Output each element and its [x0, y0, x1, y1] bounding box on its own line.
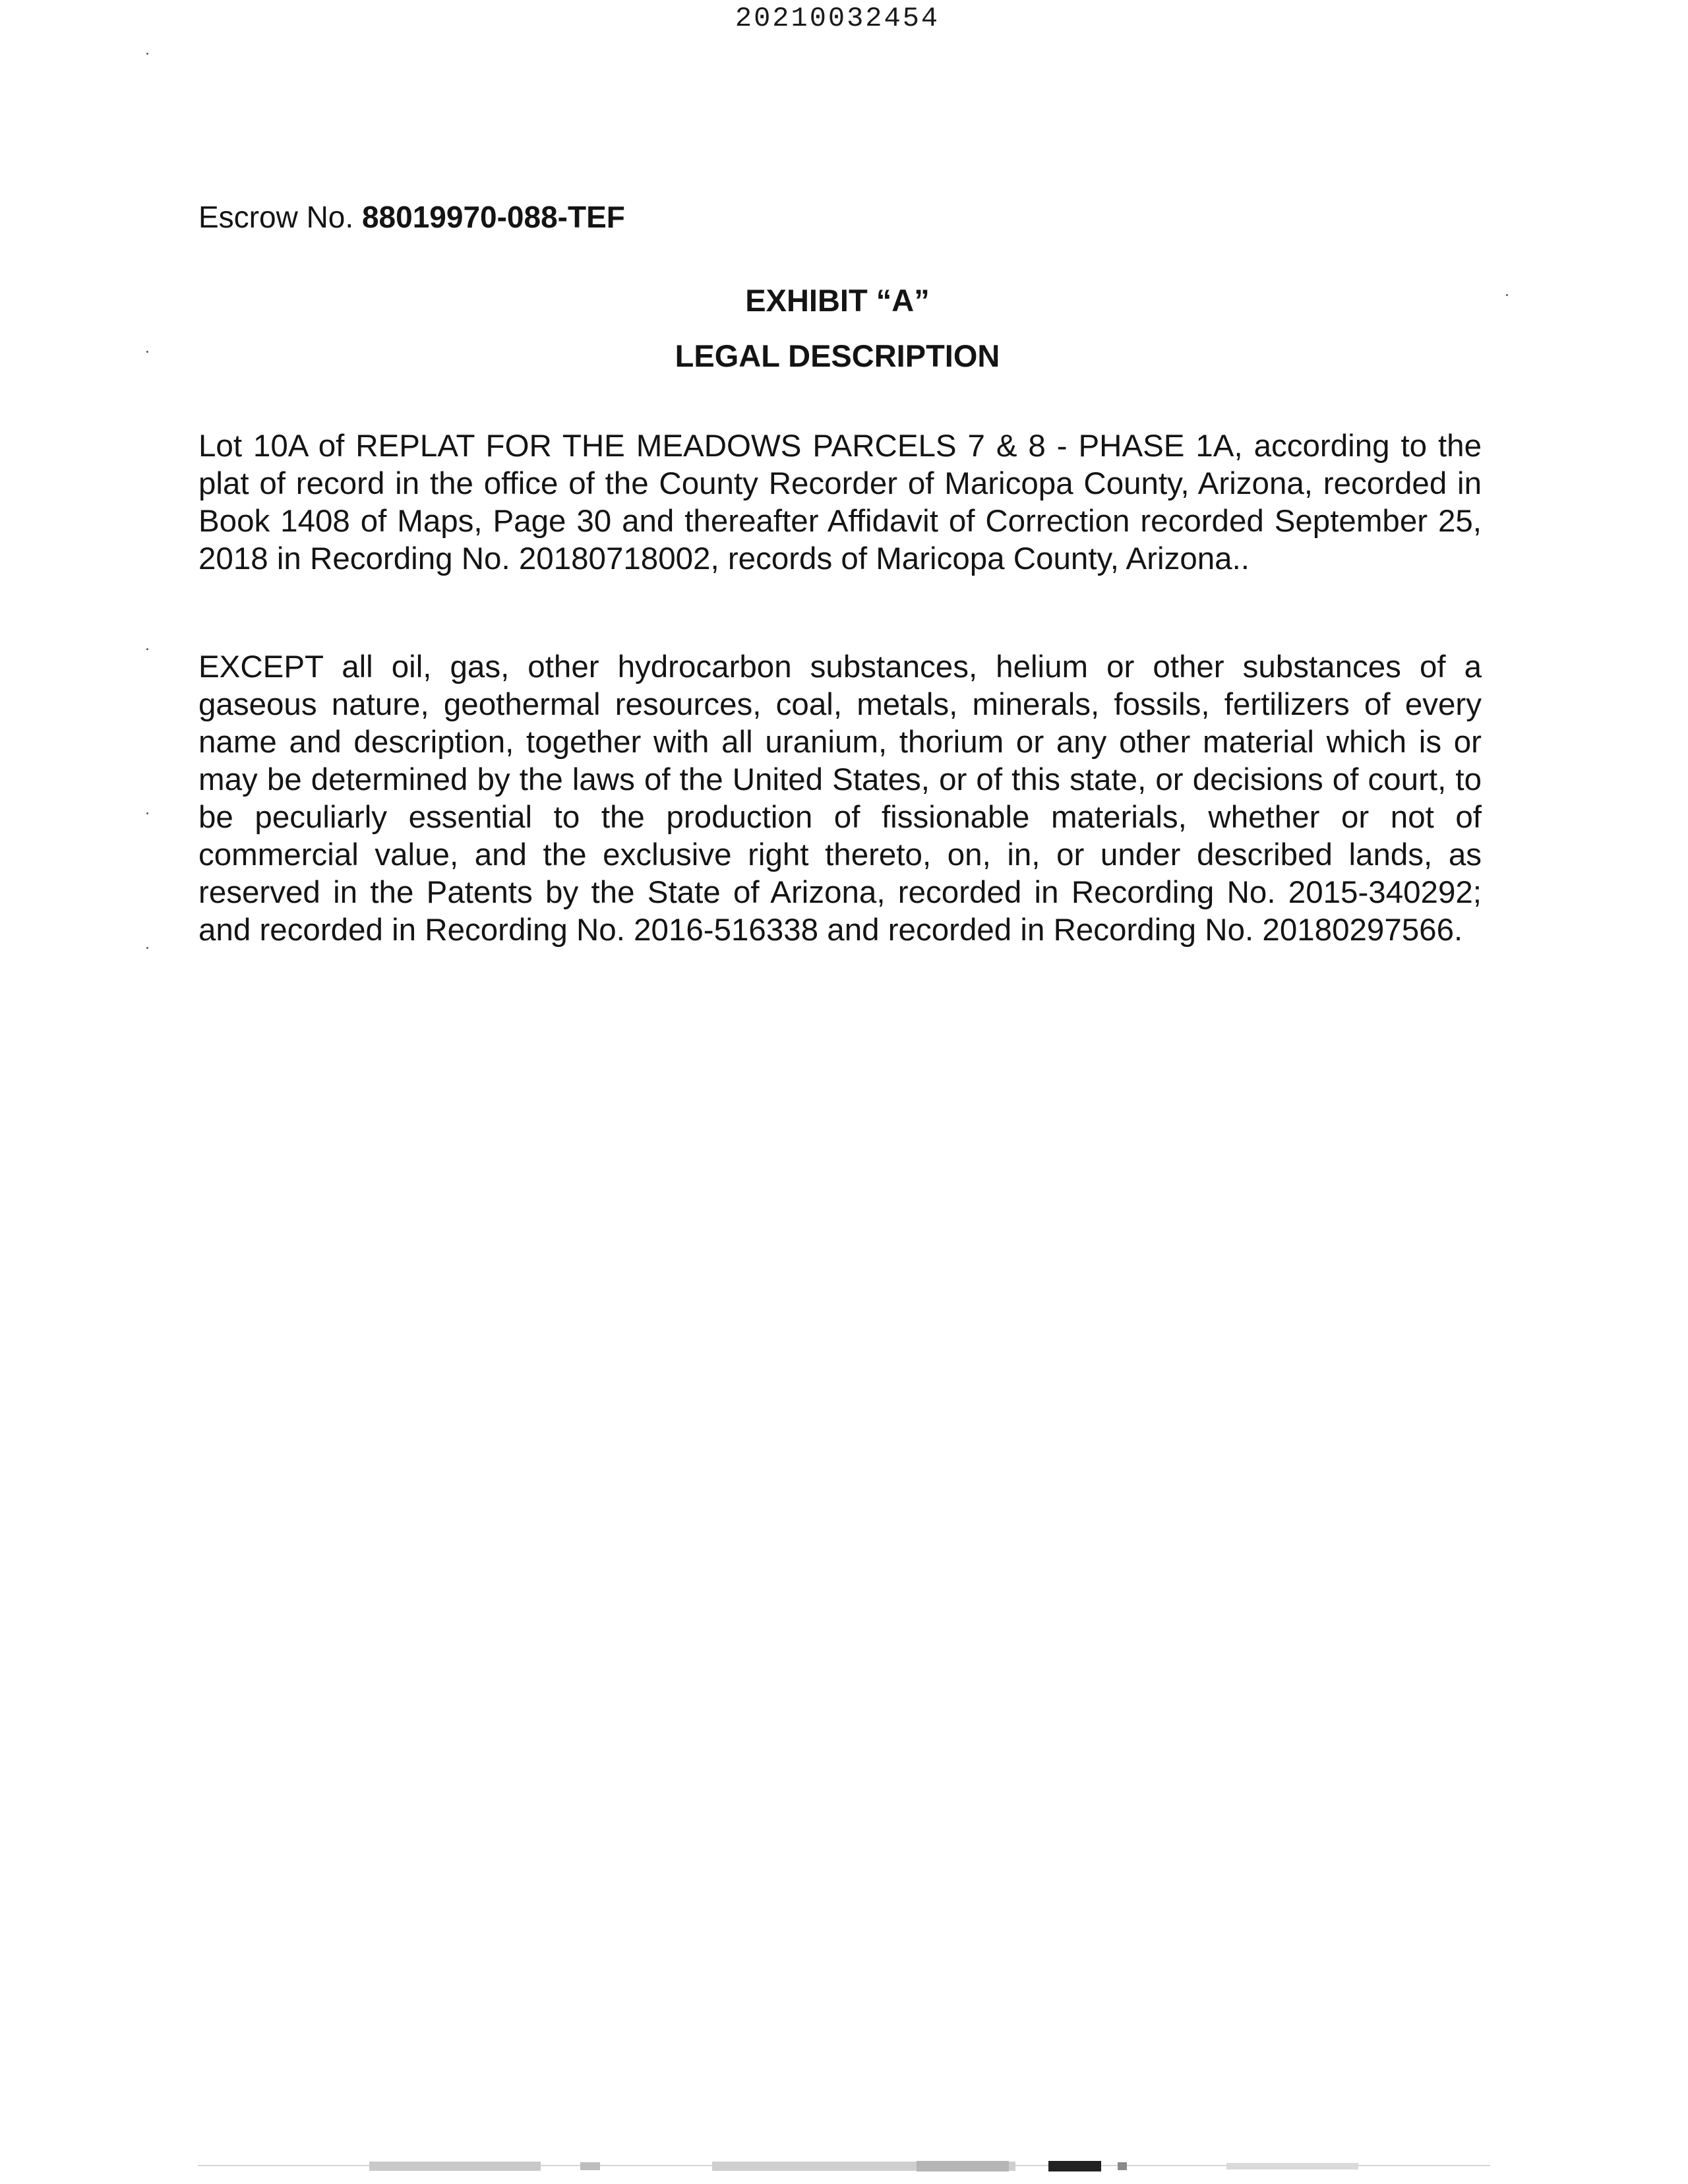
lot-description-paragraph: Lot 10A of REPLAT FOR THE MEADOWS PARCELS 7 & 8 - PHASE 1A, according to the plat of record in the office of the County Recorder of Maricopa County, Arizona, recorded in Book 1408 of Maps, Page 30 and thereafter Affidavit of Correction recorded September 25, 2018 in Recording No. 20180718002, records of Maricopa County, Arizona.. [198, 429, 1482, 576]
recording-number: 20210032454 [735, 3, 940, 34]
scan-artifact-bar [198, 2159, 1490, 2173]
escrow-label: Escrow No. [198, 200, 354, 234]
escrow-line [198, 199, 625, 235]
scan-speck [146, 648, 148, 650]
mineral-exception-paragraph: EXCEPT all oil, gas, other hydrocarbon substances, helium or other substances of a gaseous nature, geothermal resources, coal, metals, minerals, fossils, fertilizers of every name and description, together with all uranium, thorium or any other material which is or may be determined by the laws of the United States, or of this state, or decisions of court, to be peculiarly essential to the production of fissionable materials, whether or not of commercial value, and the exclusive right thereto, on, in, or under described lands, as reserved in the Patents by the State of Arizona, recorded in Recording No. 2015-340292; and recorded in Recording No. 2016-516338 and recorded in Recording No. 20180297566. [198, 650, 1482, 948]
scan-speck [146, 53, 148, 55]
escrow-number: 88019970-088-TEF [361, 200, 625, 234]
scan-speck [146, 812, 148, 814]
legal-description-heading: LEGAL DESCRIPTION [675, 338, 1000, 373]
scan-speck [146, 351, 148, 353]
scan-speck [146, 947, 148, 949]
scan-speck [1506, 294, 1508, 296]
exhibit-title: EXHIBIT “A” [745, 283, 930, 318]
